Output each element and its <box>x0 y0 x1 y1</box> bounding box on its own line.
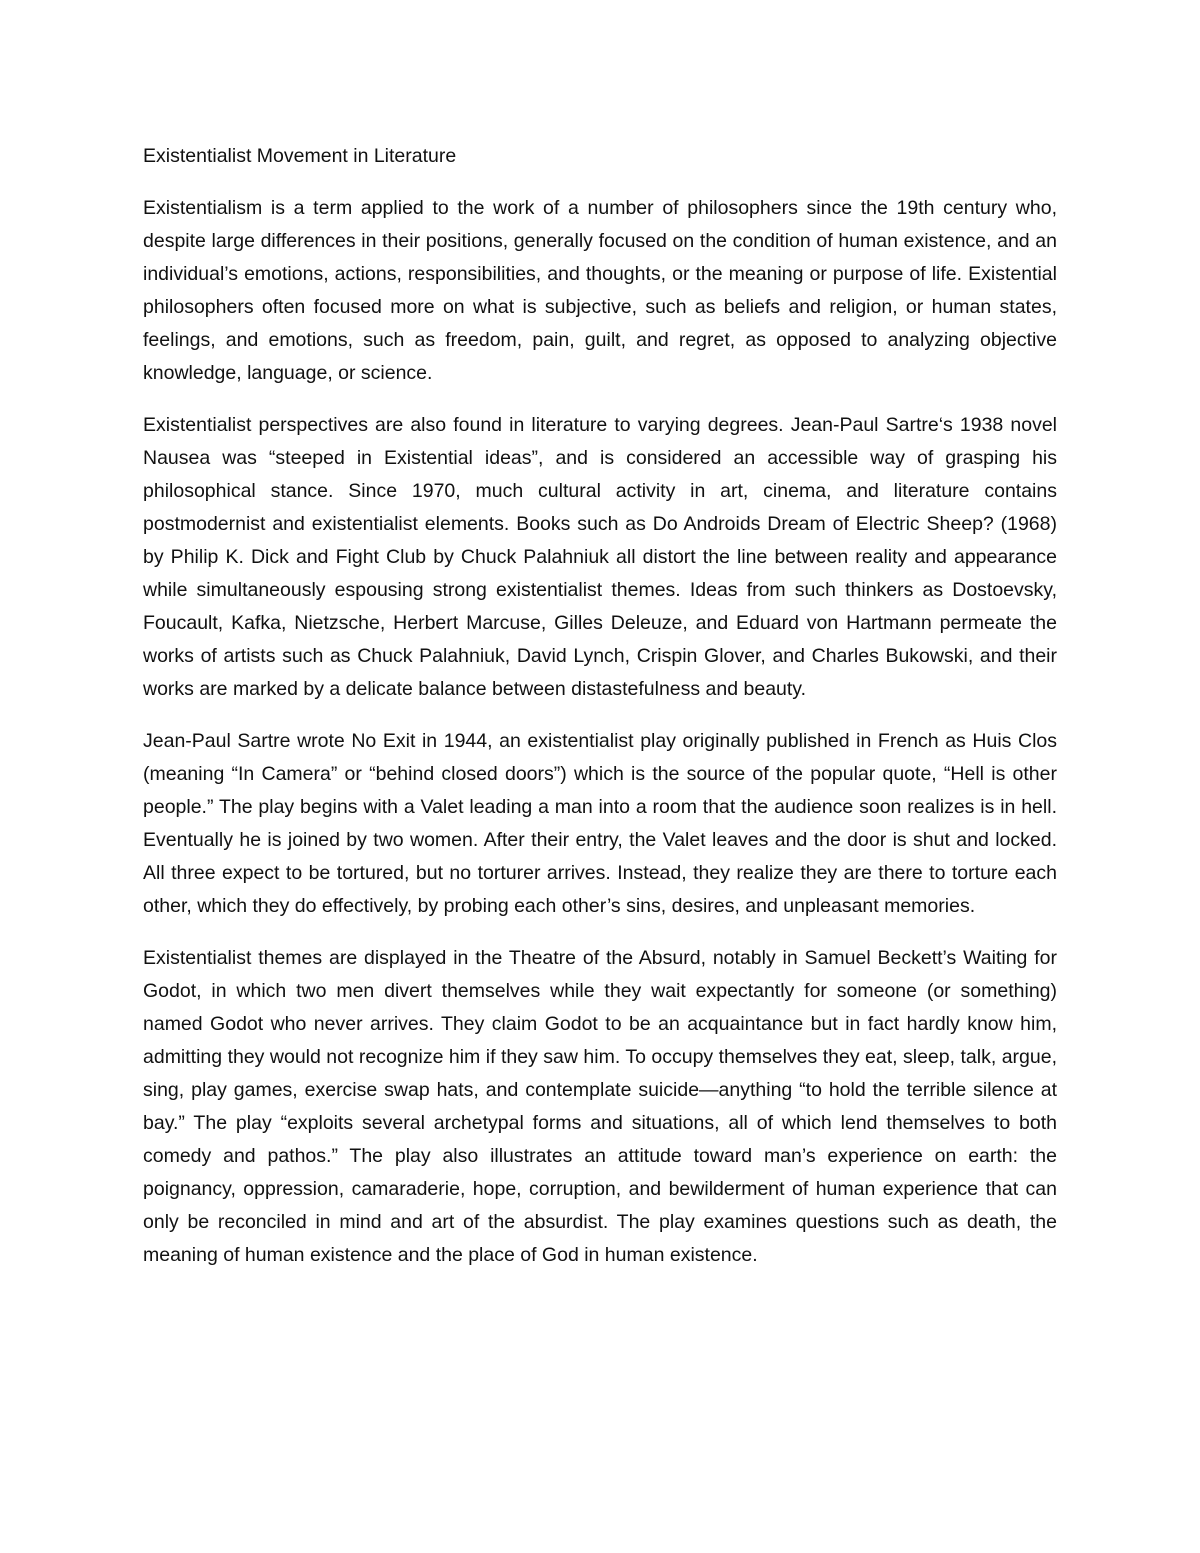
paragraph-existentialism-definition: Existentialism is a term applied to the work of a number of philosophers since the 19th century who, despite large differences in their positions, generally focused on the condition of human existence, and an individual’s emotions, actions, responsibilities, and thoughts, or the meaning or purpose of life. Existential philosophers often focused more on what is subjective, such as beliefs and religion, or human states, feelings, and emotions, such as freedom, pain, guilt, and regret, as opposed to analyzing objective knowledge, language, or science. <box>143 197 1057 384</box>
document-title: Existentialist Movement in Literature <box>143 145 457 167</box>
paragraph-no-exit: Jean-Paul Sartre wrote No Exit in 1944, an existentialist play originally published in French as Huis Clos (meaning “In Camera” or “behind closed doors”) which is the source of the popular quote, “Hell is other people.” The play begins with a Valet leading a man into a room that the audience soon realizes is in hell. Eventually he is joined by two women. After their entry, the Valet leaves and the door is shut and locked. All three expect to be tortured, but no torturer arrives. Instead, they realize they are there to torture each other, which they do effectively, by probing each other’s sins, desires, and unpleasant memories. <box>143 730 1057 917</box>
paragraph-existentialism-in-literature: Existentialist perspectives are also found in literature to varying degrees. Jean-Paul Sartre‘s 1938 novel Nausea was “steeped in Existential ideas”, and is considered an accessible way of grasping his philosophical stance. Since 1970, much cultural activity in art, cinema, and literature contains postmodernist and existentialist elements. Books such as Do Androids Dream of Electric Sheep? (1968) by Philip K. Dick and Fight Club by Chuck Palahniuk all distort the line between reality and appearance while simultaneously espousing strong existentialist themes. Ideas from such thinkers as Dostoevsky, Foucault, Kafka, Nietzsche, Herbert Marcuse, Gilles Deleuze, and Eduard von Hartmann permeate the works of artists such as Chuck Palahniuk, David Lynch, Crispin Glover, and Charles Bukowski, and their works are marked by a delicate balance between distastefulness and beauty. <box>143 414 1057 700</box>
document-body <box>143 140 1057 1291</box>
paragraph-waiting-for-godot: Existentialist themes are displayed in the Theatre of the Absurd, notably in Samuel Beckett’s Waiting for Godot, in which two men divert themselves while they wait expectantly for someone (or something) named Godot who never arrives. They claim Godot to be an acquaintance but in fact hardly know him, admitting they would not recognize him if they saw him. To occupy themselves they eat, sleep, talk, argue, sing, play games, exercise swap hats, and contemplate suicide—anything “to hold the terrible silence at bay.” The play “exploits several archetypal forms and situations, all of which lend themselves to both comedy and pathos.” The play also illustrates an attitude toward man’s experience on earth: the poignancy, oppression, camaraderie, hope, corruption, and bewilderment of human experience that can only be reconciled in mind and art of the absurdist. The play examines questions such as death, the meaning of human existence and the place of God in human existence. <box>143 947 1057 1266</box>
